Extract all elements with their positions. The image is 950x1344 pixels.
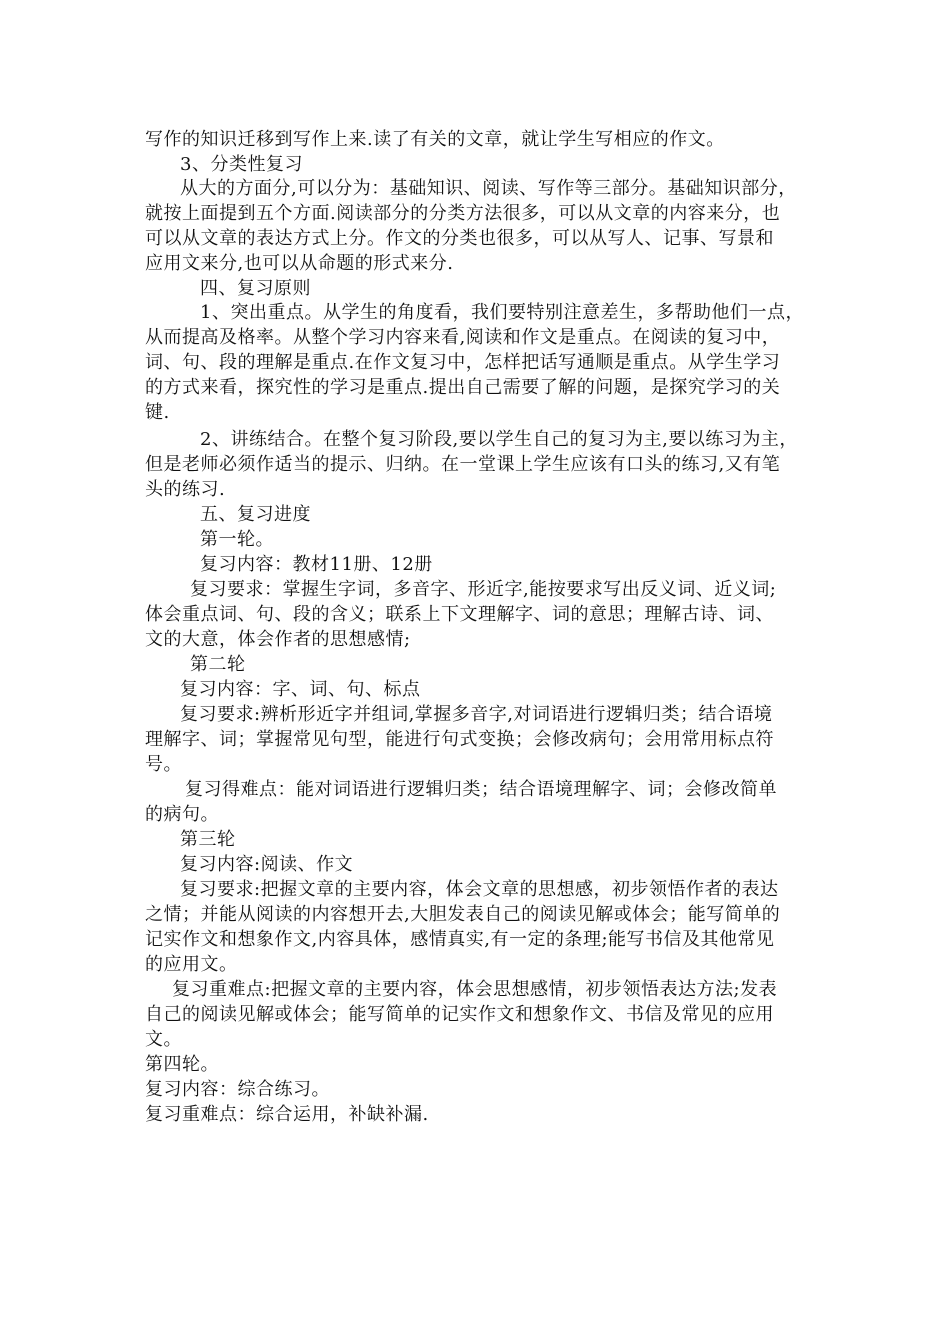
text-line: 复习重难点:把握文章的主要内容，体会思想感情，初步领悟表达方法;发表 (172, 979, 778, 1000)
text-line: 复习要求:把握文章的主要内容，体会文章的思想感，初步领悟作者的表达 (180, 879, 779, 900)
text-line: 从大的方面分,可以分为：基础知识、阅读、写作等三部分。基础知识部分， (180, 178, 797, 199)
text-line: 复习内容：综合练习。 (145, 1079, 330, 1100)
text-line: 头的练习. (145, 479, 226, 500)
text-line: 写作的知识迁移到写作上来.读了有关的文章，就让学生写相应的作文。 (145, 129, 725, 150)
text-line: 体会重点词、句、段的含义；联系上下文理解字、词的意思；理解古诗、词、 (145, 604, 774, 625)
text-line: 词、句、段的理解是重点.在作文复习中，怎样把话写通顺是重点。从学生学习 (145, 352, 781, 373)
text-line: 理解字、词；掌握常见句型，能进行句式变换；会修改病句；会用常用标点符 (145, 729, 774, 750)
round-heading: 第四轮。 (145, 1054, 219, 1075)
text-line: 键. (145, 402, 170, 423)
text-line: 1、突出重点。从学生的角度看，我们要特别注意差生，多帮助他们一点， (200, 302, 804, 323)
text-line: 复习重难点：综合运用，补缺补漏. (145, 1104, 429, 1125)
round-heading: 第二轮 (190, 654, 246, 675)
text-line: 号。 (145, 754, 182, 775)
round-heading: 第一轮。 (200, 529, 274, 550)
text-line: 复习要求:辨析形近字并组词,掌握多音字,对词语进行逻辑归类；结合语境 (180, 704, 773, 725)
text-line: 记实作文和想象作文,内容具体，感情真实,有一定的条理;能写书信及其他常见 (145, 929, 775, 950)
text-line: 文。 (145, 1029, 182, 1050)
round-heading: 第三轮 (180, 829, 236, 850)
text-line: 复习得难点：能对词语进行逻辑归类；结合语境理解字、词；会修改简单 (185, 779, 777, 800)
section-heading: 五、复习进度 (200, 504, 311, 525)
text-line: 可以从文章的表达方式上分。作文的分类也很多，可以从写人、记事、写景和 (145, 228, 774, 249)
text-line: 但是老师必须作适当的提示、归纳。在一堂课上学生应该有口头的练习,又有笔 (145, 454, 781, 475)
text-line: 的方式来看，探究性的学习是重点.提出自己需要了解的问题，是探究学习的关 (145, 377, 781, 398)
text-line: 应用文来分,也可以从命题的形式来分. (145, 253, 454, 274)
text-line: 复习要求：掌握生字词，多音字、形近字,能按要求写出反义词、近义词; (190, 579, 777, 600)
section-subheading: 3、分类性复习 (180, 154, 303, 175)
text-line: 之情；并能从阅读的内容想开去,大胆发表自己的阅读见解或体会；能写简单的 (145, 904, 781, 925)
text-line: 复习内容：字、词、句、标点 (180, 679, 421, 700)
text-line: 2、讲练结合。在整个复习阶段,要以学生自己的复习为主,要以练习为主， (200, 429, 798, 450)
text-line: 复习内容：教材11册、12册 (200, 554, 433, 575)
text-line: 自己的阅读见解或体会；能写简单的记实作文和想象作文、书信及常见的应用 (145, 1004, 774, 1025)
text-line: 就按上面提到五个方面.阅读部分的分类方法很多，可以从文章的内容来分，也 (145, 203, 781, 224)
text-line: 从而提高及格率。从整个学习内容来看,阅读和作文是重点。在阅读的复习中， (145, 327, 781, 348)
text-line: 的病句。 (145, 804, 219, 825)
text-line: 文的大意，体会作者的思想感情; (145, 629, 411, 650)
text-line: 的应用文。 (145, 954, 238, 975)
section-heading: 四、复习原则 (200, 278, 311, 299)
text-line: 复习内容:阅读、作文 (180, 854, 354, 875)
